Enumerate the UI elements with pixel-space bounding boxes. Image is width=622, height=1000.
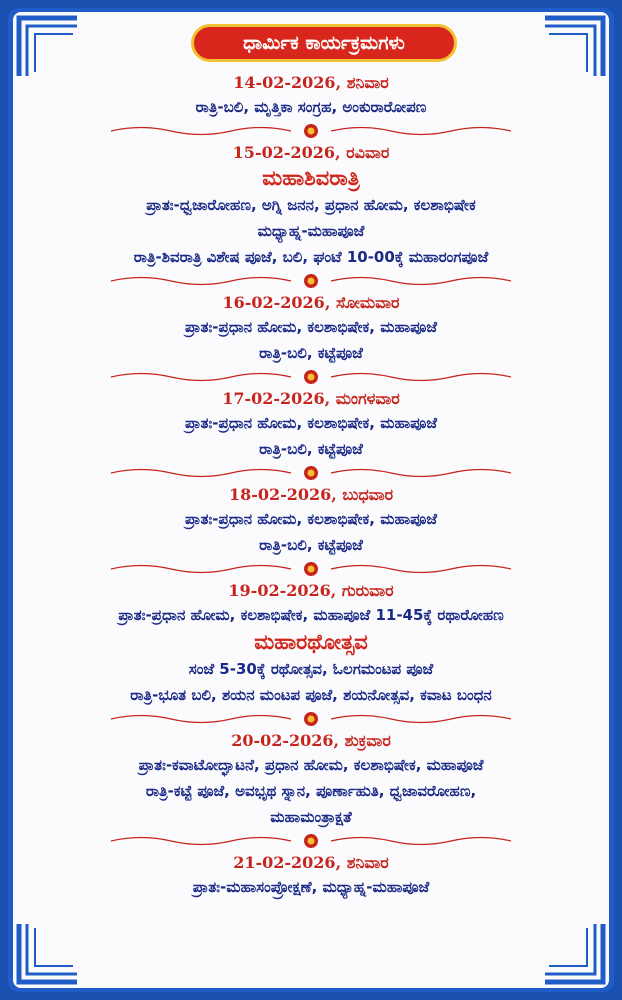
- day-entry: [13, 484, 609, 558]
- festival-name: ಮಹಾಶಿವರಾತ್ರಿ: [262, 166, 360, 190]
- ritual-line: ಸಂಜೆ 5-30ಕ್ಕೆ ರಥೋತ್ಸವ, ಓಲಗಮಂಟಪ ಪೂಜೆ: [188, 660, 434, 678]
- corner-ornament-bottom-left: [13, 918, 83, 988]
- ritual-line: ರಾತ್ರಿ-ಬಲಿ, ಕಟ್ಟೆಪೂಜೆ: [259, 536, 363, 554]
- day-date: 21-02-2026, ಶನಿವಾರ: [233, 853, 389, 872]
- day-date: 17-02-2026, ಮಂಗಳವಾರ: [222, 389, 400, 408]
- ritual-line: ಮಧ್ಯಾಹ್ನ-ಮಹಾಪೂಜೆ: [257, 222, 365, 240]
- ritual-line: ರಾತ್ರಿ-ಬಲಿ, ಕಟ್ಟೆಪೂಜೆ: [259, 344, 363, 362]
- ornamental-divider: [13, 462, 609, 484]
- ritual-line: ಪ್ರಾತಃ-ಪ್ರಧಾನ ಹೋಮ, ಕಲಶಾಭಿಷೇಕ, ಮಹಾಪೂಜೆ: [184, 318, 438, 336]
- ornamental-divider: [13, 120, 609, 142]
- day-date: 14-02-2026, ಶನಿವಾರ: [233, 73, 389, 92]
- day-date: 19-02-2026, ಗುರುವಾರ: [228, 581, 394, 600]
- day-date: 16-02-2026, ಸೋಮವಾರ: [222, 293, 400, 312]
- ornamental-divider: [13, 558, 609, 580]
- title-banner: [191, 24, 457, 62]
- ritual-line: ಮಹಾಮಂತ್ರಾಕ್ಷತೆ: [270, 808, 352, 826]
- day-date: 15-02-2026, ರವಿವಾರ: [232, 143, 390, 162]
- corner-ornament-bottom-right: [539, 918, 609, 988]
- festival-name: ಮಹಾರಥೋತ್ಸವ: [254, 630, 368, 654]
- ritual-line: ಪ್ರಾತಃ-ಧ್ವಜಾರೋಹಣ, ಅಗ್ನಿ ಜನನ, ಪ್ರಧಾನ ಹೋಮ, ಕಲಶಾಭಿಷೇಕ: [146, 196, 476, 214]
- day-entry: [13, 852, 609, 900]
- ritual-line: ರಾತ್ರಿ-ಶಿವರಾತ್ರಿ ವಿಶೇಷ ಪೂಜೆ, ಬಲಿ, ಘಂಟೆ 10-00ಕ್ಕೆ ಮಹಾರಂಗಪೂಜೆ: [133, 248, 489, 266]
- ritual-line: ಪ್ರಾತಃ-ಪ್ರಧಾನ ಹೋಮ, ಕಲಶಾಭಿಷೇಕ, ಮಹಾಪೂಜೆ: [184, 414, 438, 432]
- ornamental-divider: [13, 708, 609, 730]
- ritual-line: ಪ್ರಾತಃ-ಪ್ರಧಾನ ಹೋಮ, ಕಲಶಾಭಿಷೇಕ, ಮಹಾಪೂಜೆ 11-45ಕ್ಕೆ ರಥಾರೋಹಣ: [118, 606, 504, 624]
- day-entry: [13, 388, 609, 462]
- day-entry: [13, 580, 609, 708]
- ritual-line: ರಾತ್ರಿ-ಬಲಿ, ಕಟ್ಟೆಪೂಜೆ: [259, 440, 363, 458]
- day-entry: [13, 142, 609, 270]
- ornamental-divider: [13, 270, 609, 292]
- ornamental-divider: [13, 830, 609, 852]
- day-entry: [13, 292, 609, 366]
- ritual-line: ರಾತ್ರಿ-ಭೂತ ಬಲಿ, ಶಯನ ಮಂಟಪ ಪೂಜೆ, ಶಯನೋತ್ಸವ, ಕವಾಟ ಬಂಧನ: [130, 686, 492, 704]
- ritual-line: ರಾತ್ರಿ-ಬಲಿ, ಮೃತ್ತಿಕಾ ಸಂಗ್ರಹ, ಅಂಕುರಾರೋಪಣ: [195, 98, 427, 116]
- schedule-card: [13, 12, 609, 988]
- ritual-line: ಪ್ರಾತಃ-ಕವಾಟೋದ್ಘಾಟನೆ, ಪ್ರಧಾನ ಹೋಮ, ಕಲಶಾಭಿಷೇಕ, ಮಹಾಪೂಜೆ: [138, 756, 484, 774]
- day-entry: [13, 72, 609, 120]
- ornamental-divider: [13, 366, 609, 388]
- day-date: 20-02-2026, ಶುಕ್ರವಾರ: [231, 731, 391, 750]
- ritual-line: ಪ್ರಾತಃ-ಮಹಾಸಂಪ್ರೋಕ್ಷಣೆ, ಮಧ್ಯಾಹ್ನ-ಮಹಾಪೂಜೆ: [192, 878, 430, 896]
- day-date: 18-02-2026, ಬುಧವಾರ: [228, 485, 394, 504]
- page-title: ಧಾರ್ಮಿಕ ಕಾರ್ಯಕ್ರಮಗಳು: [243, 32, 405, 54]
- schedule-list: [13, 72, 609, 900]
- ritual-line: ಪ್ರಾತಃ-ಪ್ರಧಾನ ಹೋಮ, ಕಲಶಾಭಿಷೇಕ, ಮಹಾಪೂಜೆ: [184, 510, 438, 528]
- ritual-line: ರಾತ್ರಿ-ಕಟ್ಟೆ ಪೂಜೆ, ಅವಭೃಥ ಸ್ನಾನ, ಪೂರ್ಣಾಹುತಿ, ಧ್ವಜಾವರೋಹಣ,: [145, 782, 477, 800]
- day-entry: [13, 730, 609, 830]
